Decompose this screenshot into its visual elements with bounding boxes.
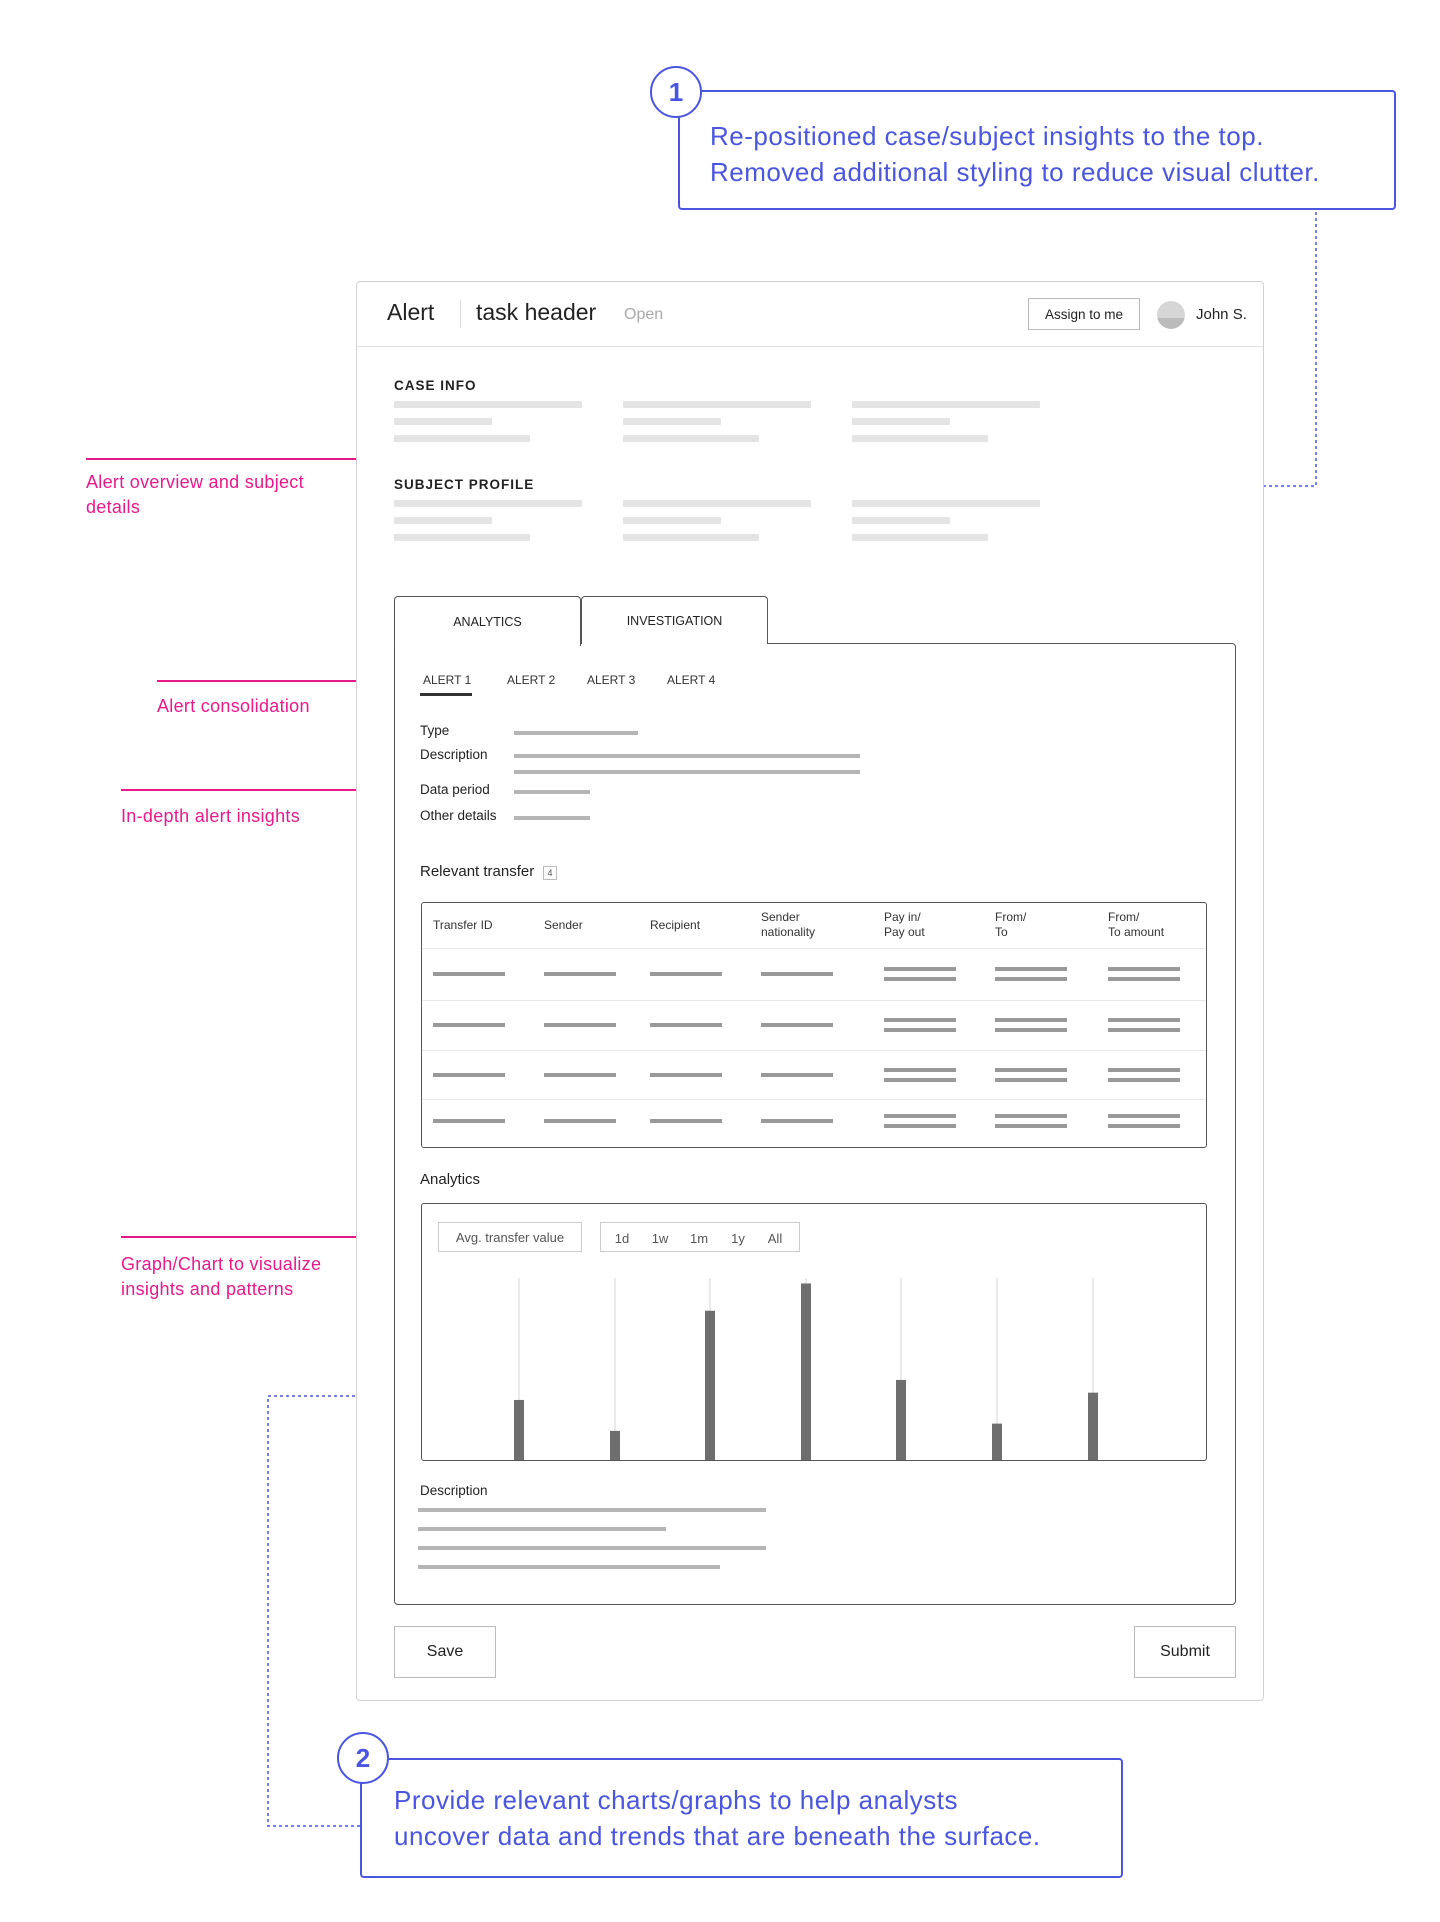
table-cell-placeholder xyxy=(433,1023,505,1027)
callout-1-box xyxy=(678,90,1396,210)
tab-alert-4[interactable]: ALERT 4 xyxy=(667,673,716,687)
table-cell-placeholder xyxy=(995,1114,1067,1118)
table-cell-placeholder xyxy=(884,1078,956,1082)
avatar[interactable] xyxy=(1157,301,1185,329)
graph-annotation: Graph/Chart to visualize insights and patterns xyxy=(121,1254,322,1299)
callout-1-number: 1 xyxy=(650,66,702,118)
case-info-heading: CASE INFO xyxy=(394,378,477,393)
table-cell-placeholder xyxy=(1108,977,1180,981)
table-cell-placeholder xyxy=(995,1078,1067,1082)
table-cell-placeholder xyxy=(761,1023,833,1027)
submit-button[interactable]: Submit xyxy=(1134,1626,1236,1678)
table-cell-placeholder xyxy=(1108,967,1180,971)
other-details-value xyxy=(514,816,590,820)
case-info-placeholder xyxy=(623,418,721,425)
status-badge: Open xyxy=(624,306,664,323)
data-period-label: Data period xyxy=(420,782,490,797)
case-info-placeholder xyxy=(852,401,1040,408)
table-cell-placeholder xyxy=(995,967,1067,971)
description-label: Description xyxy=(420,747,488,762)
callout-1-line2: Removed additional styling to reduce visual clutter. xyxy=(710,157,1320,187)
type-value xyxy=(514,731,638,735)
case-info-placeholder xyxy=(852,418,950,425)
callout-2-box xyxy=(360,1758,1123,1878)
insights-pointer-line xyxy=(121,789,396,791)
table-cell-placeholder xyxy=(995,1018,1067,1022)
bar-7 xyxy=(1088,1393,1098,1460)
table-cell-placeholder xyxy=(884,977,956,981)
bar-chart xyxy=(423,1270,1205,1460)
tab-alert-1[interactable]: ALERT 1 xyxy=(423,673,472,687)
column-header: From/ To amount xyxy=(1108,910,1165,939)
table-cell-placeholder xyxy=(544,1073,616,1077)
subject-profile-placeholder xyxy=(852,517,950,524)
timeframe-1y[interactable]: 1y xyxy=(731,1230,745,1246)
tab-investigation[interactable]: INVESTIGATION xyxy=(581,596,768,644)
consolidation-annotation: Alert consolidation xyxy=(157,696,310,716)
table-cell-placeholder xyxy=(1108,1028,1180,1032)
transfer-count-badge: 4 xyxy=(543,866,557,880)
case-info-placeholder xyxy=(394,401,582,408)
bar-1 xyxy=(514,1400,524,1460)
tab-alert-1-underline xyxy=(420,693,472,696)
table-cell-placeholder xyxy=(650,972,722,976)
table-cell-placeholder xyxy=(1108,1114,1180,1118)
table-cell-placeholder xyxy=(995,1068,1067,1072)
tab-alert-3[interactable]: ALERT 3 xyxy=(587,673,636,687)
subject-profile-placeholder xyxy=(623,500,811,507)
subject-profile-placeholder xyxy=(852,534,988,541)
case-info-placeholder xyxy=(394,435,530,442)
table-cell-placeholder xyxy=(433,972,505,976)
timeframe-all[interactable]: All xyxy=(767,1230,783,1246)
assign-to-me-button[interactable]: Assign to me xyxy=(1028,298,1140,330)
table-cell-placeholder xyxy=(884,1068,956,1072)
description-placeholder xyxy=(418,1565,720,1569)
table-cell-placeholder xyxy=(544,1119,616,1123)
table-row-divider xyxy=(422,948,1206,949)
table-row-divider xyxy=(422,1050,1206,1051)
description-value xyxy=(514,754,860,758)
description-value xyxy=(514,770,860,774)
table-cell-placeholder xyxy=(1108,1124,1180,1128)
case-info-placeholder xyxy=(623,401,811,408)
column-header: Sender nationality xyxy=(761,910,816,939)
description-placeholder xyxy=(418,1508,766,1512)
page-subtitle: task header xyxy=(476,299,597,325)
data-period-value xyxy=(514,790,590,794)
subject-profile-placeholder xyxy=(394,500,582,507)
description-placeholder xyxy=(418,1527,666,1531)
insights-annotation: In-depth alert insights xyxy=(121,806,300,826)
table-cell-placeholder xyxy=(1108,1068,1180,1072)
case-info-placeholder xyxy=(623,435,759,442)
overview-annotation: Alert overview and subject details xyxy=(86,472,304,517)
table-row-divider xyxy=(422,1000,1206,1001)
other-details-label: Other details xyxy=(420,808,497,823)
table-cell-placeholder xyxy=(884,967,956,971)
table-cell-placeholder xyxy=(884,1114,956,1118)
case-info-placeholder xyxy=(394,418,492,425)
type-label: Type xyxy=(420,723,450,738)
bar-4 xyxy=(801,1283,811,1460)
table-cell-placeholder xyxy=(544,1023,616,1027)
metric-select[interactable]: Avg. transfer value xyxy=(438,1222,582,1252)
table-row-divider xyxy=(422,1099,1206,1100)
overview-pointer-line xyxy=(86,458,372,460)
table-cell-placeholder xyxy=(650,1073,722,1077)
table-cell-placeholder xyxy=(650,1119,722,1123)
table-cell-placeholder xyxy=(544,972,616,976)
table-cell-placeholder xyxy=(995,1028,1067,1032)
column-header: From/ To xyxy=(995,910,1027,939)
callout-2-number: 2 xyxy=(337,1732,389,1784)
tab-alert-2[interactable]: ALERT 2 xyxy=(507,673,556,687)
user-name[interactable]: John S. xyxy=(1196,306,1247,323)
table-cell-placeholder xyxy=(995,977,1067,981)
subject-profile-heading: SUBJECT PROFILE xyxy=(394,477,535,492)
table-cell-placeholder xyxy=(995,1124,1067,1128)
case-info-placeholder xyxy=(852,435,988,442)
bar-3 xyxy=(705,1311,715,1460)
column-header: Transfer ID xyxy=(433,918,493,932)
table-cell-placeholder xyxy=(761,1073,833,1077)
bar-2 xyxy=(610,1431,620,1460)
table-cell-placeholder xyxy=(884,1028,956,1032)
bar-6 xyxy=(992,1424,1002,1460)
header-divider xyxy=(357,346,1263,347)
callout-2-line1: Provide relevant charts/graphs to help analysts xyxy=(394,1785,959,1815)
table-cell-placeholder xyxy=(433,1119,505,1123)
column-header: Pay in/ Pay out xyxy=(884,910,925,939)
table-cell-placeholder xyxy=(761,1119,833,1123)
save-button[interactable]: Save xyxy=(394,1626,496,1678)
subject-profile-placeholder xyxy=(623,534,759,541)
tab-analytics[interactable]: ANALYTICS xyxy=(394,596,581,646)
table-cell-placeholder xyxy=(650,1023,722,1027)
callout-2-line2: uncover data and trends that are beneath the surface. xyxy=(394,1821,1041,1851)
description-placeholder xyxy=(418,1546,766,1550)
table-cell-placeholder xyxy=(761,972,833,976)
subject-profile-placeholder xyxy=(852,500,1040,507)
callout-1-line1: Re-positioned case/subject insights to the top. xyxy=(710,121,1264,151)
subject-profile-placeholder xyxy=(394,517,492,524)
subject-profile-placeholder xyxy=(623,517,721,524)
table-cell-placeholder xyxy=(884,1018,956,1022)
table-cell-placeholder xyxy=(433,1073,505,1077)
title-divider xyxy=(460,300,461,328)
analytics-heading: Analytics xyxy=(420,1171,481,1188)
column-header: Recipient xyxy=(650,918,701,932)
timeframe-1d[interactable]: 1d xyxy=(614,1230,630,1246)
table-cell-placeholder xyxy=(1108,1018,1180,1022)
subject-profile-placeholder xyxy=(394,534,530,541)
column-header: Sender xyxy=(544,918,583,932)
relevant-transfer-heading: Relevant transfer xyxy=(420,863,535,880)
table-cell-placeholder xyxy=(1108,1078,1180,1082)
timeframe-1w[interactable]: 1w xyxy=(651,1230,669,1246)
table-cell-placeholder xyxy=(884,1124,956,1128)
page-title: Alert xyxy=(387,299,435,325)
description-heading: Description xyxy=(420,1483,488,1498)
timeframe-1m[interactable]: 1m xyxy=(689,1230,709,1246)
bar-5 xyxy=(896,1380,906,1460)
